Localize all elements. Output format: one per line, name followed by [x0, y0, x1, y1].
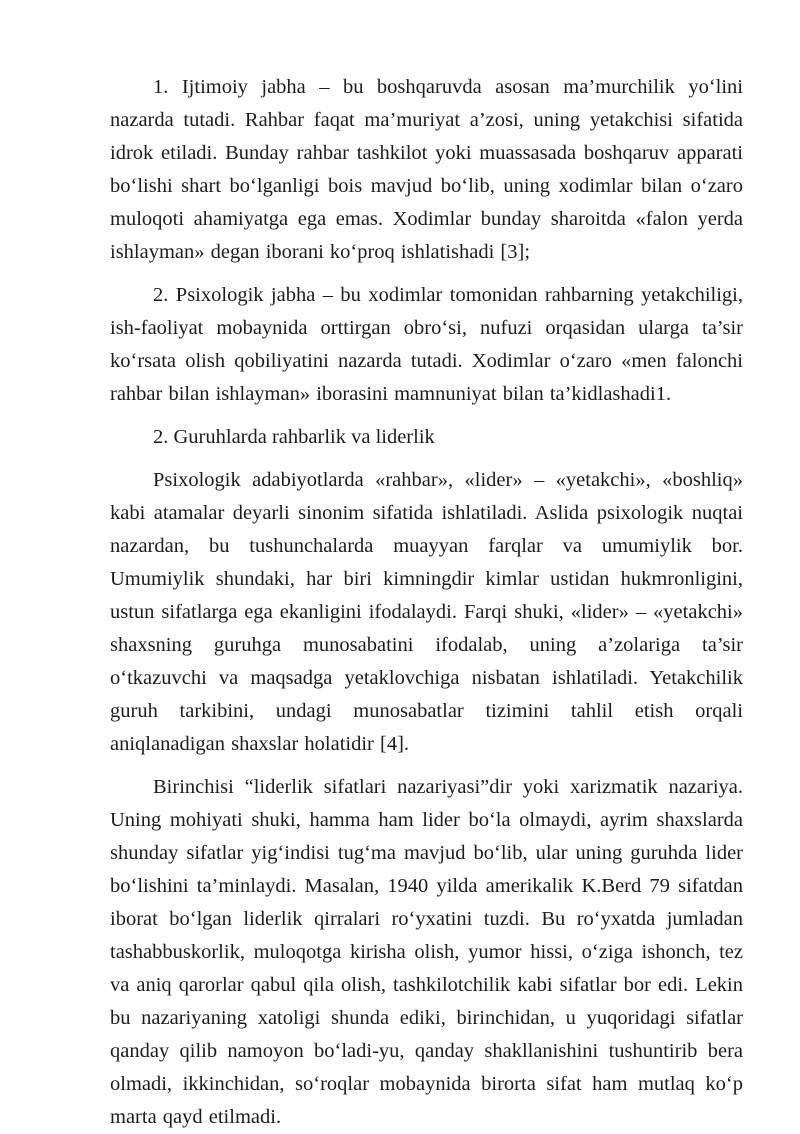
paragraph-rahbar-lider-atamalar: Psixologik adabiyotlarda «rahbar», «lider» – «yetakchi», «boshliq» kabi atamalar deyarli sinonim sifatida ishlatiladi. Aslida psixologik nuqtai nazardan, bu tushunchalarda muayyan farqlar va umumiylik bor. Umumiylik shundaki, har biri kimningdir kimlar ustidan hukmronligini, ustun sifatlarga ega ekanligini ifodalaydi. Farqi shuki, «lider» – «yetakchi» shaxsning guruhga munosabatini ifodalab, uning a’zolariga ta’sir o‘tkazuvchi va maqsadga yetaklovchiga nisbatan ishlatiladi. Yetakchilik guruh tarkibini, undagi munosabatlar tizimini tahlil etish orqali aniqlanadigan shaxslar holatidir [4]. [110, 469, 743, 755]
paragraph-psixologik-jabha: 2. Psixologik jabha – bu xodimlar tomonidan rahbarning yetakchiligi, ish-faoliyat mobaynida orttirgan obro‘si, nufuzi orqasidan ularga ta’sir ko‘rsata olish qobiliyatini nazarda tutadi. Xodimlar o‘zaro «men falonchi rahbar bilan ishlayman» iborasini mamnuniyat bilan ta’kidlashadi1. [110, 284, 743, 405]
paragraph-liderlik-sifatlari-nazariyasi: Birinchisi “liderlik sifatlari nazariyasi”dir yoki xarizmatik nazariya. Uning mohiyati shuki, hamma ham lider bo‘la olmaydi, ayrim shaxslarda shunday sifatlar yig‘indisi tug‘ma mavjud bo‘lib, ular uning guruhda lider bo‘lishini ta’minlaydi. Masalan, 1940 yilda amerikalik K.Berd 79 sifatdan iborat bo‘lgan liderlik qirralari ro‘yxatini tuzdi. Bu ro‘yxatda jumladan tashabbuskorlik, muloqotga kirisha olish, yumor hissi, o‘ziga ishonch, tez va aniq qarorlar qabul qila olish, tashkilotchilik kabi sifatlar bor edi. Lekin bu nazariyaning xatoligi shunda ediki, birinchidan, u yuqoridagi sifatlar qanday qilib namoyon bo‘ladi-yu, qanday shakllanishini tushuntirib bera olmadi, ikkinchidan, so‘roqlar mobaynida birorta sifat ham mutlaq ko‘p marta qayd etilmadi. [110, 776, 743, 1128]
section-heading-guruhlarda-rahbarlik: 2. Guruhlarda rahbarlik va liderlik [153, 426, 435, 448]
paragraph-ijtimoiy-jabha: 1. Ijtimoiy jabha – bu boshqaruvda asosan ma’murchilik yo‘lini nazarda tutadi. Rahbar faqat ma’muriyat a’zosi, uning yetakchisi sifatida idrok etiladi. Bunday rahbar tashkilot yoki muassasada boshqaruv apparati bo‘lishi shart bo‘lganligi bois mavjud bo‘lib, uning xodimlar bilan o‘zaro muloqoti ahamiyatga ega emas. Xodimlar bunday sharoitda «falon yerda ishlayman» degan iborani ko‘proq ishlatishadi [3]; [110, 76, 743, 263]
